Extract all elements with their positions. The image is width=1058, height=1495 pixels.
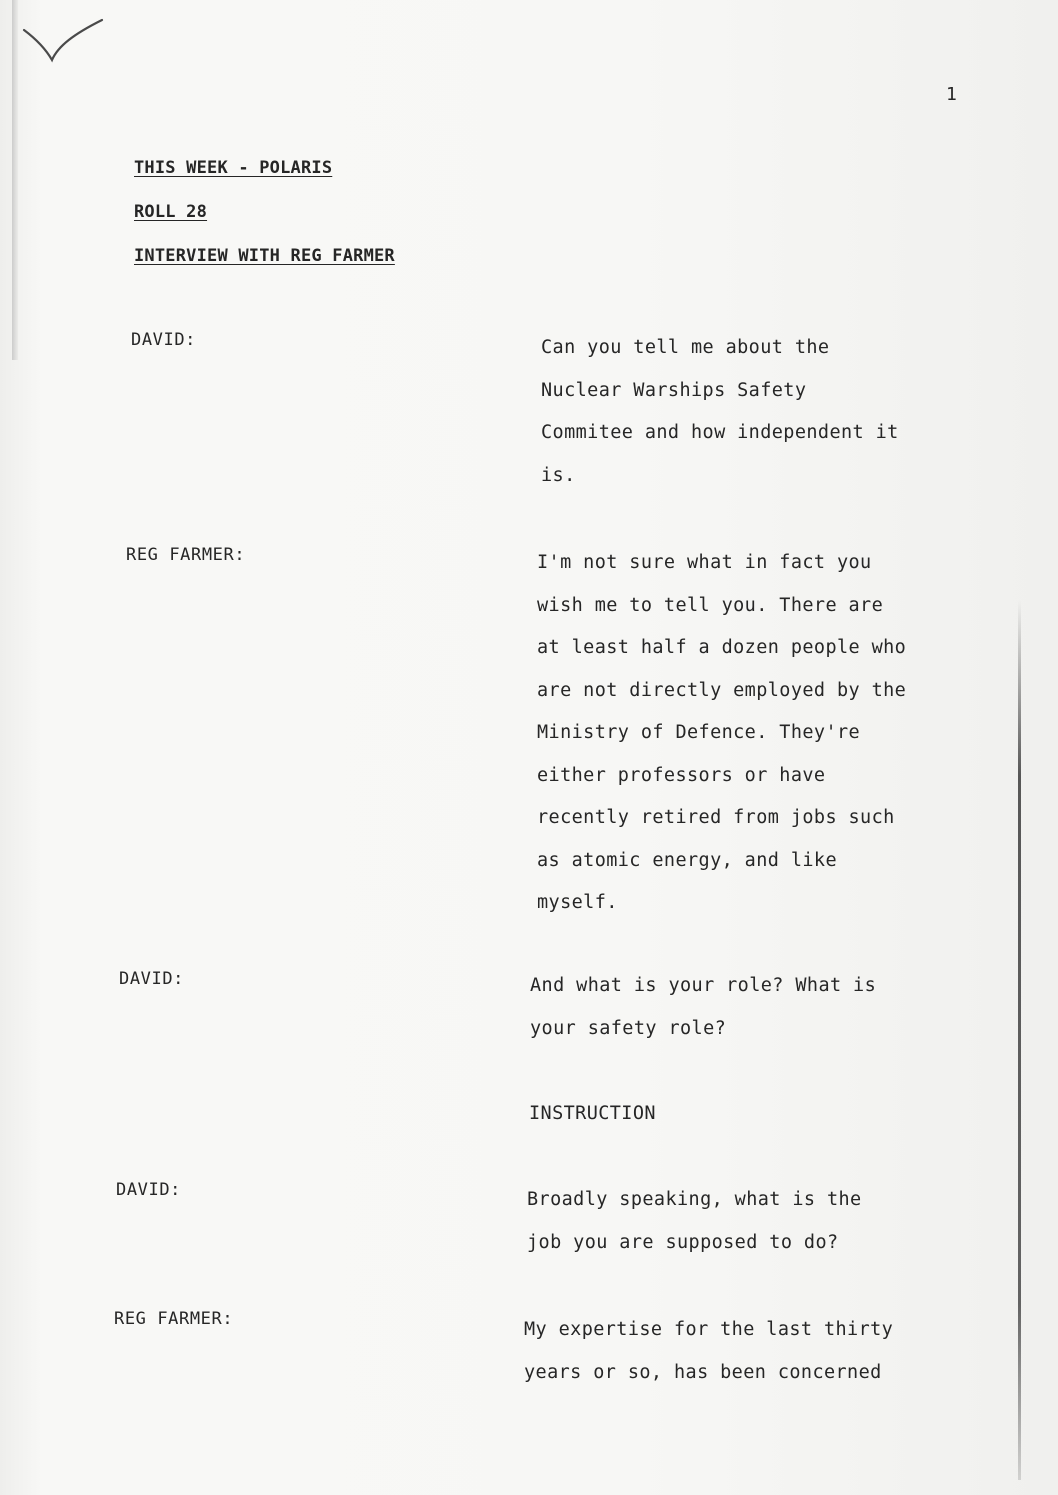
speech-line: Commitee and how independent it — [541, 422, 899, 443]
speech-line: at least half a dozen people who — [537, 637, 907, 658]
page-number: 1 — [946, 84, 957, 105]
scan-shadow-right — [1018, 600, 1021, 1480]
roll-number: ROLL 28 — [134, 202, 208, 222]
speech-line: myself. — [537, 892, 618, 913]
speech-block — [527, 1179, 862, 1264]
instruction-note — [529, 1093, 656, 1136]
speech-line: Can you tell me about the — [541, 337, 830, 358]
speech-line: is. — [541, 464, 576, 486]
speaker-label: DAVID: — [116, 1180, 182, 1200]
speech-block — [524, 1309, 893, 1394]
speaker-label: REG FARMER: — [126, 545, 246, 565]
speaker-label: REG FARMER: — [114, 1309, 234, 1329]
scan-shadow-left — [12, 0, 18, 360]
speaker-label: DAVID: — [131, 330, 197, 350]
speech-line: My expertise for the last thirty — [524, 1319, 894, 1340]
speech-line: INSTRUCTION — [529, 1103, 656, 1124]
speech-line: years or so, has been concerned — [524, 1361, 882, 1383]
speaker-label: DAVID: — [119, 969, 185, 989]
speech-line: And what is your role? What is — [530, 975, 877, 996]
speech-line: Broadly speaking, what is the — [527, 1189, 862, 1210]
speech-line: as atomic energy, and like — [537, 849, 837, 871]
speech-line: Nuclear Warships Safety — [541, 379, 807, 401]
speech-line: wish me to tell you. There are — [537, 594, 884, 616]
speech-line: either professors or have — [537, 764, 826, 786]
speech-line: are not directly employed by the — [537, 679, 907, 701]
interview-title: INTERVIEW WITH REG FARMER — [134, 246, 395, 266]
speech-block — [537, 542, 906, 925]
speech-block — [541, 327, 899, 497]
programme-title: THIS WEEK - POLARIS — [134, 158, 333, 178]
speech-line: I'm not sure what in fact you — [537, 552, 872, 573]
speech-line: your safety role? — [530, 1017, 727, 1039]
speech-line: job you are supposed to do? — [527, 1231, 839, 1253]
handwritten-check-mark — [22, 16, 112, 66]
speech-block — [530, 965, 876, 1050]
speech-line: recently retired from jobs such — [537, 807, 895, 828]
speech-line: Ministry of Defence. They're — [537, 722, 861, 743]
